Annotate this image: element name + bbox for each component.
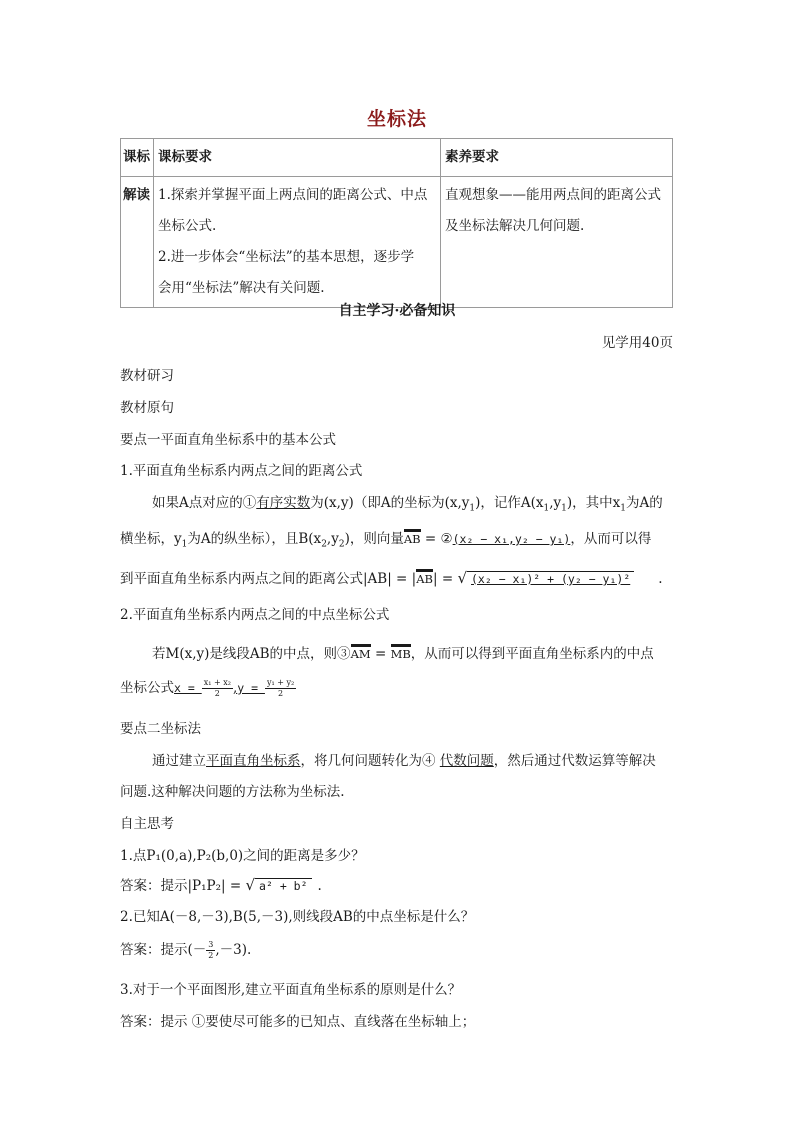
vector-ab: AB — [403, 532, 421, 546]
page-title: 坐标法 — [366, 108, 427, 130]
page-reference: 见学用40页 — [601, 335, 673, 351]
question-2: 2.已知A(－8,－3),B(5,－3),则线段AB的中点坐标是什么？ — [120, 909, 475, 925]
col2-line: 直观想象——能用两点间的距离公式 — [445, 187, 661, 203]
item2-title: 2.平面直角坐标系内两点之间的中点坐标公式 — [120, 607, 390, 623]
distance-formula-answer: (x₂ − x₁)² + (y₂ − y₁)² — [467, 571, 634, 586]
sqrt-symbol: √ — [245, 876, 256, 894]
midpoint-formula-answer: x = $\frac{\text{x₁ + x₂}}{2}$ ,y = $\frac{\text{y₁ + y₂}}{2}$ — [174, 678, 295, 698]
paragraph-5: 坐标公式x = $\frac{\text{x₁ + x₂}}{2}$ ,y = $\frac{\text{y₁ + y₂}}{2}$ — [120, 678, 295, 698]
item1-title: 1.平面直角坐标系内两点之间的距离公式 — [120, 463, 363, 479]
question-3: 3.对于一个平面图形,建立平面直角坐标系的原则是什么？ — [120, 982, 462, 998]
requirements-table — [120, 138, 673, 308]
table-col2-content — [441, 177, 673, 308]
sqrt-symbol: √ — [457, 569, 467, 587]
paragraph-6: 通过建立平面直角坐标系，将几何问题转化为④ 代数问题，然后通过代数运算等解决 — [152, 753, 656, 769]
table-header-row — [121, 139, 673, 177]
col1-line: 2.进一步体会“坐标法”的基本思想，逐步学 — [158, 249, 415, 265]
paragraph-7: 问题.这种解决问题的方法称为坐标法. — [120, 784, 345, 800]
vector-am: AM — [350, 647, 371, 661]
col1-line: 1.探索并掌握平面上两点间的距离公式、中点 — [158, 187, 428, 203]
col2-line: 及坐标法解决几何问题. — [445, 218, 585, 234]
col1-line: 会用“坐标法”解决有关问题. — [158, 280, 325, 296]
paragraph-3: 到平面直角坐标系内两点之间的距离公式|AB| = |AB| = √ (x₂ − x₁)² + (y₂ − y₁)² . — [120, 569, 663, 587]
heading-textbook-original: 教材原句 — [120, 400, 174, 416]
section-title: 自主学习·必备知识 — [338, 303, 456, 319]
paragraph-1: 如果A点对应的①有序实数为(x,y)（即A的坐标为$(x,y_1)$，记作$A(x_1,y_1)$，其中$x_1$为A的 — [152, 495, 663, 514]
point2-title: 要点二坐标法 — [120, 721, 201, 737]
fraction-y: $\frac{\text{y₁ + y₂}}{2}$ — [266, 678, 295, 698]
question-1: 1.点P₁(0,a),P₂(b,0)之间的距离是多少？ — [120, 848, 365, 864]
col1-line: 坐标公式. — [158, 218, 217, 234]
answer-3: 答案：提示 ①要使尽可能多的已知点、直线落在坐标轴上； — [120, 1014, 476, 1030]
paragraph-4: 若M(x,y)是线段AB的中点，则③AM = MB，从而可以得到平面直角坐标系内的中点 — [152, 646, 654, 662]
answer-1: 答案：提示|P₁P₂| = √ a² + b² . — [120, 876, 322, 894]
fraction-x: $\frac{\text{x₁ + x₂}}{2}$ — [203, 678, 231, 698]
paragraph-2: 横坐标，$y_1$为A的纵坐标），且$B(x_2,y_2)$，则向量AB = ②(x₂ − x₁,y₂ − y₁)，从而可以得 — [120, 531, 652, 550]
vector-ab: AB — [416, 572, 433, 586]
table-col1-header: 课标要求 — [154, 139, 441, 177]
blank-answer-2: (x₂ − x₁,y₂ − y₁) — [452, 532, 571, 546]
blank-answer-4: 代数问题 — [439, 753, 494, 769]
table-side-label-top: 课标 — [121, 139, 154, 177]
blank-answer-3: 平面直角坐标系 — [206, 753, 301, 769]
table-body-row — [121, 177, 673, 308]
heading-textbook-study: 教材研习 — [120, 368, 174, 384]
answer-2: 答案：提示(－ $\frac{3}{2}$ ,－3). — [120, 940, 252, 960]
blank-answer-1: 有序实数 — [256, 495, 311, 511]
table-side-label-bottom: 解读 — [121, 177, 154, 308]
fraction-three-halves: $\frac{3}{2}$ — [208, 940, 214, 960]
table-col1-content — [154, 177, 441, 308]
vector-mb: MB — [390, 647, 411, 661]
table-col2-header: 素养要求 — [441, 139, 673, 177]
heading-self-thinking: 自主思考 — [120, 816, 174, 832]
point1-title: 要点一平面直角坐标系中的基本公式 — [120, 432, 336, 448]
